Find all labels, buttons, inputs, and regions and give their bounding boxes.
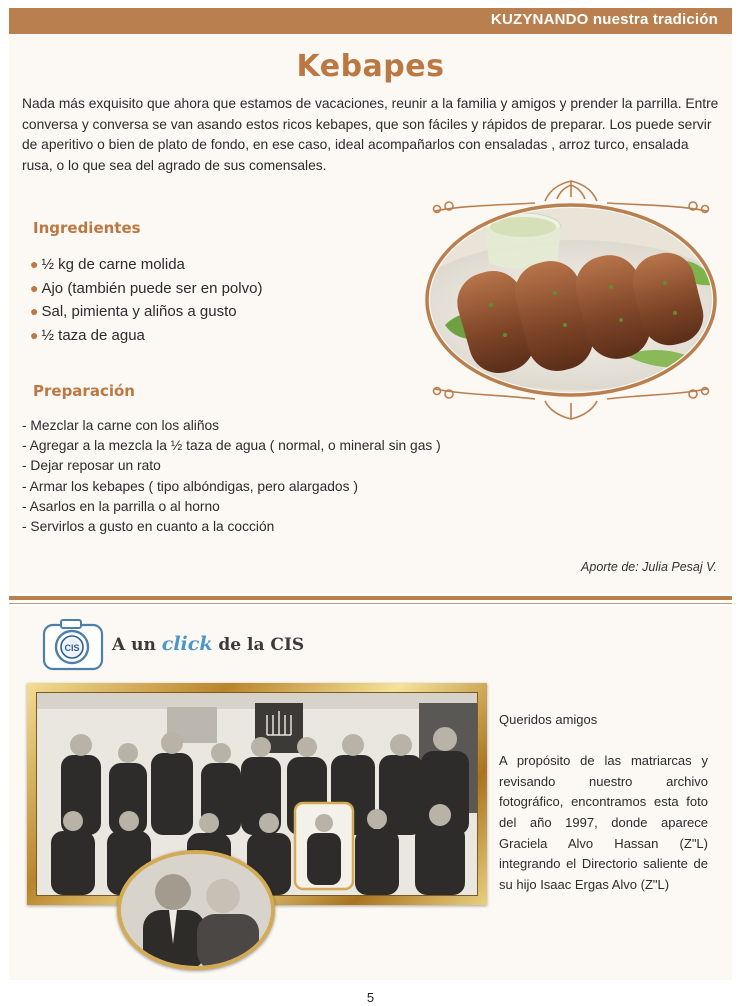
cis-body [499,710,708,916]
floral-swirl-icon [434,181,709,213]
list-item: ● Sal, pimienta y aliños a gusto [30,303,237,320]
list-item: - Dejar reposar un rato [22,458,161,474]
cis-section-title: A un click de la CIS [112,633,305,655]
recipe-author: Aporte de: Julia Pesaj V. [581,560,717,574]
bullet-dot-icon: ● [30,279,39,296]
preparation-heading: Preparación [33,382,135,400]
list-item: ● Ajo (también puede ser en polvo) [30,279,263,297]
bullet-dot-icon: ● [30,256,39,272]
page-number: 5 [366,990,375,1005]
ingredients-heading: Ingredientes [33,219,141,237]
list-item: - Armar los kebapes ( tipo albóndigas, pero alargados ) [22,478,358,494]
inset-portrait-photo [117,850,275,970]
bullet-dot-icon: ● [30,303,39,319]
click-word: click [161,633,213,655]
camera-icon [42,617,104,673]
list-item: ● ½ kg de carne molida [30,256,185,273]
cis-paragraph: A propósito de las matriarcas y revisando nuestro archivo fotográfico, encontramos esta foto del año 1997, donde aparece Graciela Alvo Hassan (Z"L) integrando el Directorio saliente de su hijo Isaac Ergas Alvo (Z"L) [499,753,708,892]
floral-swirl-bottom-icon [434,388,709,420]
header-bar [9,8,732,34]
list-item: - Asarlos en la parrilla o al horno [22,498,220,514]
preparation-steps [22,416,441,537]
header-title: KUZYNANDO nuestra tradición [490,11,718,28]
recipe-intro: Nada más exquisito que ahora que estamos de vacaciones, reunir a la familia y amigos y prender la parrilla. Entre conversa y conversa se van asando estos ricos kebapes, que son fáciles y rápidos de preparar. Los puede servir de aperitivo o bien de plato de fondo, en ese caso, ideal acompañarlos con ensaladas , arroz turco, ensalada rusa, o lo que sea del agrado de sus comensales. [22,96,719,173]
cis-greeting: Queridos amigos [499,712,598,727]
group-photo [36,692,478,896]
kebab-photo [425,175,717,425]
cis-logo-text: CIS [64,643,80,653]
list-item: - Mezclar la carne con los aliños [22,418,220,433]
recipe-title: Kebapes [296,49,445,84]
section-divider [9,596,732,600]
list-item: ● ½ taza de agua [30,326,145,344]
list-item: - Servirlos a gusto en cuanto a la cocción [22,519,275,535]
section-divider-thin [9,603,732,604]
bullet-dot-icon: ● [30,326,39,343]
ingredients-list [30,253,262,347]
list-item: - Agregar a la mezcla la ½ taza de agua ( normal, o mineral sin gas ) [22,438,441,454]
